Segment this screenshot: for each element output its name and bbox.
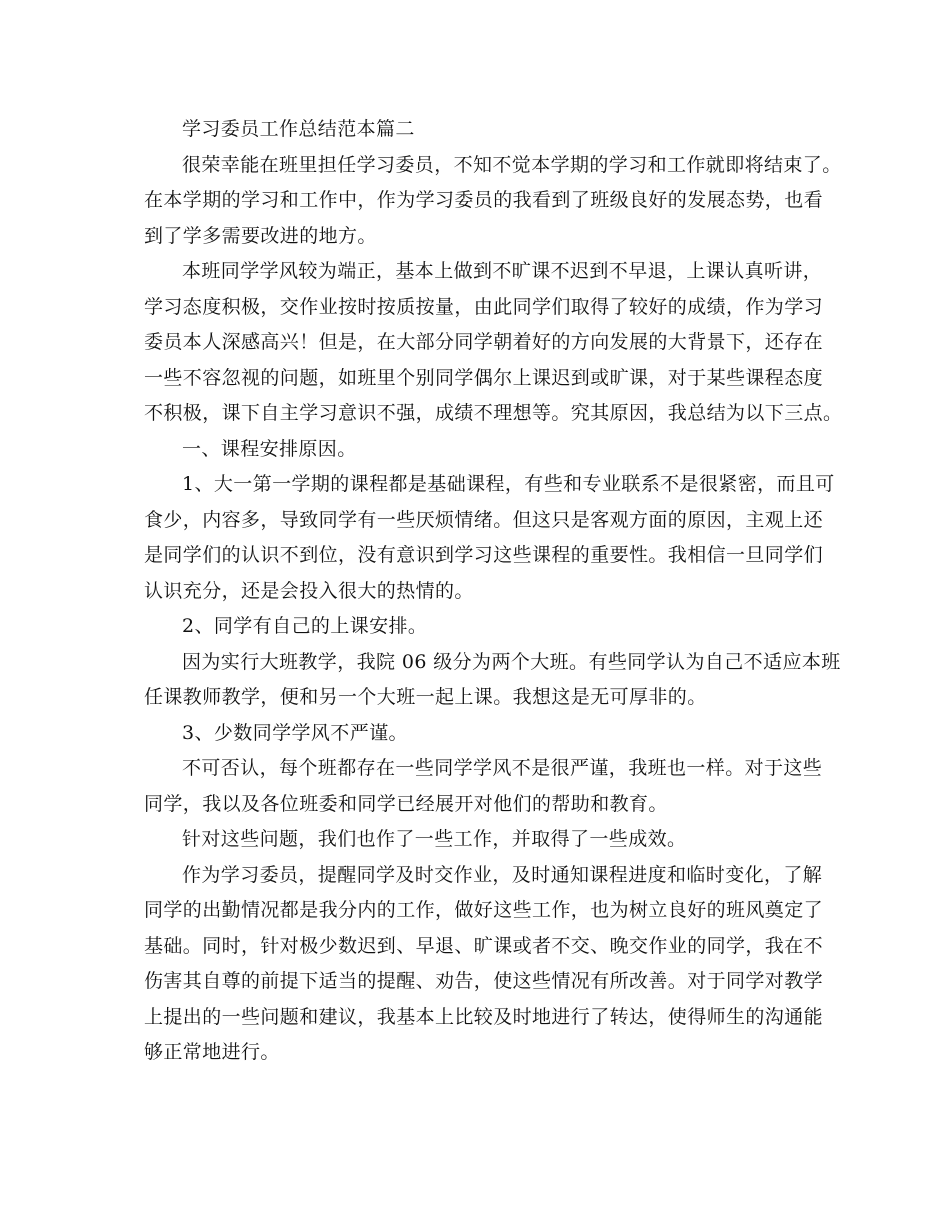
text-line: 食少，内容多，导致同学有一些厌烦情绪。但这只是客观方面的原因，主观上还	[144, 508, 824, 531]
text-line: 是同学们的认识不到位，没有意识到学习这些课程的重要性。我相信一旦同学们	[144, 544, 824, 566]
document-body	[144, 112, 843, 1071]
text-line: 1、大一第一学期的课程都是基础课程，有些和专业联系不是很紧密，而且可	[182, 473, 835, 495]
text-line: 学习态度积极，交作业按时按质按量，由此同学们取得了较好的成绩，作为学习	[144, 295, 824, 318]
text-line: 同学的出勤情况都是我分内的工作，做好这些工作，也为树立良好的班风奠定了	[144, 899, 824, 921]
text-line: 一些不容忽视的问题，如班里个别同学偶尔上课迟到或旷课，对于某些课程态度	[144, 366, 824, 389]
text-line: 在本学期的学习和工作中，作为学习委员的我看到了班级良好的发展态势，也看	[144, 189, 824, 211]
text-line: 本班同学学风较为端正，基本上做到不旷课不迟到不早退，上课认真听讲，	[182, 260, 823, 282]
text-line: 同学，我以及各位班委和同学已经展开对他们的帮助和教育。	[144, 792, 668, 815]
section-heading: 一、课程安排原因。	[182, 437, 357, 460]
text-line: 任课教师教学，便和另一个大班一起上课。我想这是无可厚非的。	[144, 686, 707, 708]
document-title: 学习委员工作总结范本篇二	[182, 118, 415, 140]
text-line: 上提出的一些问题和建议，我基本上比较及时地进行了转达，使得师生的沟通能	[144, 1005, 824, 1028]
text-line: 基础。同时，针对极少数迟到、早退、旷课或者不交、晚交作业的同学，我在不	[144, 934, 824, 957]
section-heading: 2、同学有自己的上课安排。	[182, 615, 428, 637]
section-heading: 3、少数同学学风不严谨。	[182, 721, 408, 744]
text-line: 因为实行大班教学，我院 06 级分为两个大班。有些同学认为自己不适应本班	[182, 650, 841, 673]
text-line: 不可否认，每个班都存在一些同学学风不是很严谨，我班也一样。对于这些	[182, 757, 823, 779]
text-line: 不积极，课下自主学习意识不强，成绩不理想等。究其原因，我总结为以下三点。	[144, 402, 843, 424]
text-line: 够正常地进行。	[144, 1041, 280, 1063]
text-line: 认识充分，还是会投入很大的热情的。	[144, 579, 474, 602]
text-line: 作为学习委员，提醒同学及时交作业，及时通知课程进度和临时变化，了解	[182, 863, 823, 886]
text-line: 伤害其自尊的前提下适当的提醒、劝告，使这些情况有所改善。对于同学对教学	[144, 970, 824, 992]
text-line: 很荣幸能在班里担任学习委员，不知不觉本学期的学习和工作就即将结束了。	[182, 153, 842, 176]
text-line: 委员本人深感高兴！但是，在大部分同学朝着好的方向发展的大背景下，还存在	[144, 331, 824, 353]
text-line: 到了学多需要改进的地方。	[144, 224, 377, 247]
text-line: 针对这些问题，我们也作了一些工作，并取得了一些成效。	[182, 828, 687, 850]
